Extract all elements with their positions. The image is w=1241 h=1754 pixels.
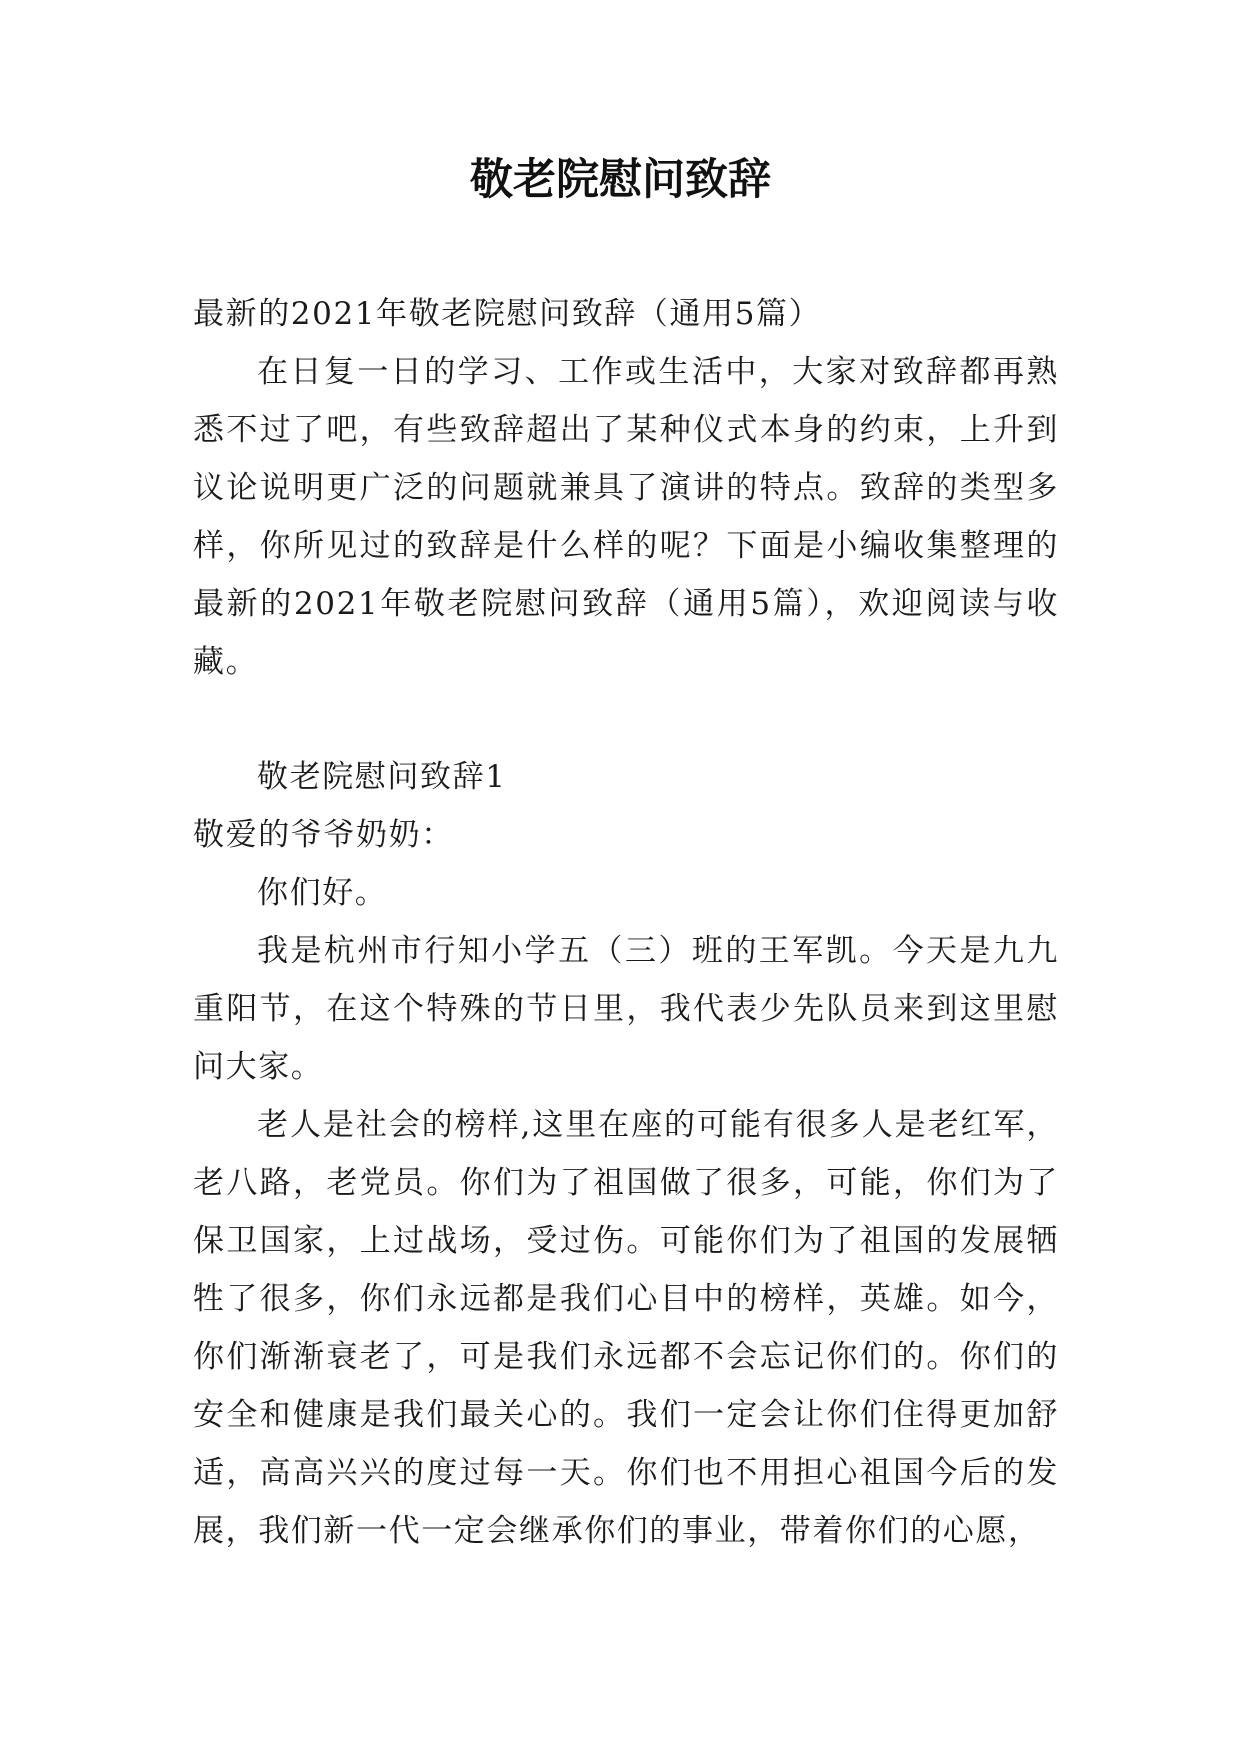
document-subtitle: 最新的2021年敬老院慰问致辞（通用5篇） [193, 296, 822, 332]
paragraph-tribute: 老人是社会的榜样,这里在座的可能有很多人是老红军，老八路，老党员。你们为了祖国做了很多，可能，你们为了保卫国家，上过战场，受过伤。可能你们为了祖国的发展牺牲了很多，你们永远都是我们心目中的榜样，英雄。如今，你们渐渐衰老了，可是我们永远都不会忘记你们的。你们的安全和健康是我们最关心的。我们一定会让你们住得更加舒适，高高兴兴的度过每一天。你们也不用担心祖国今后的发展，我们新一代一定会继承你们的事业，带着你们的心愿， [193, 1107, 1059, 1549]
section-heading: 敬老院慰问致辞1 [257, 759, 507, 795]
paragraph-greeting: 你们好。 [257, 875, 388, 911]
intro-paragraph: 在日复一日的学习、工作或生活中，大家对致辞都再熟悉不过了吧，有些致辞超出了某种仪式本身的约束，上升到议论说明更广泛的问题就兼具了演讲的特点。致辞的类型多样，你所见过的致辞是什么样的呢？下面是小编收集整理的最新的2021年敬老院慰问致辞（通用5篇），欢迎阅读与收藏。 [193, 354, 1059, 680]
section-spacer [193, 691, 1059, 748]
paragraph-introduction: 我是杭州市行知小学五（三）班的王军凯。今天是九九重阳节，在这个特殊的节日里，我代表少先队员来到这里慰问大家。 [193, 933, 1059, 1085]
document-body [193, 285, 1059, 1560]
document-title: 敬老院慰问致辞 [470, 155, 771, 205]
salutation: 敬爱的爷爷奶奶： [193, 817, 454, 853]
